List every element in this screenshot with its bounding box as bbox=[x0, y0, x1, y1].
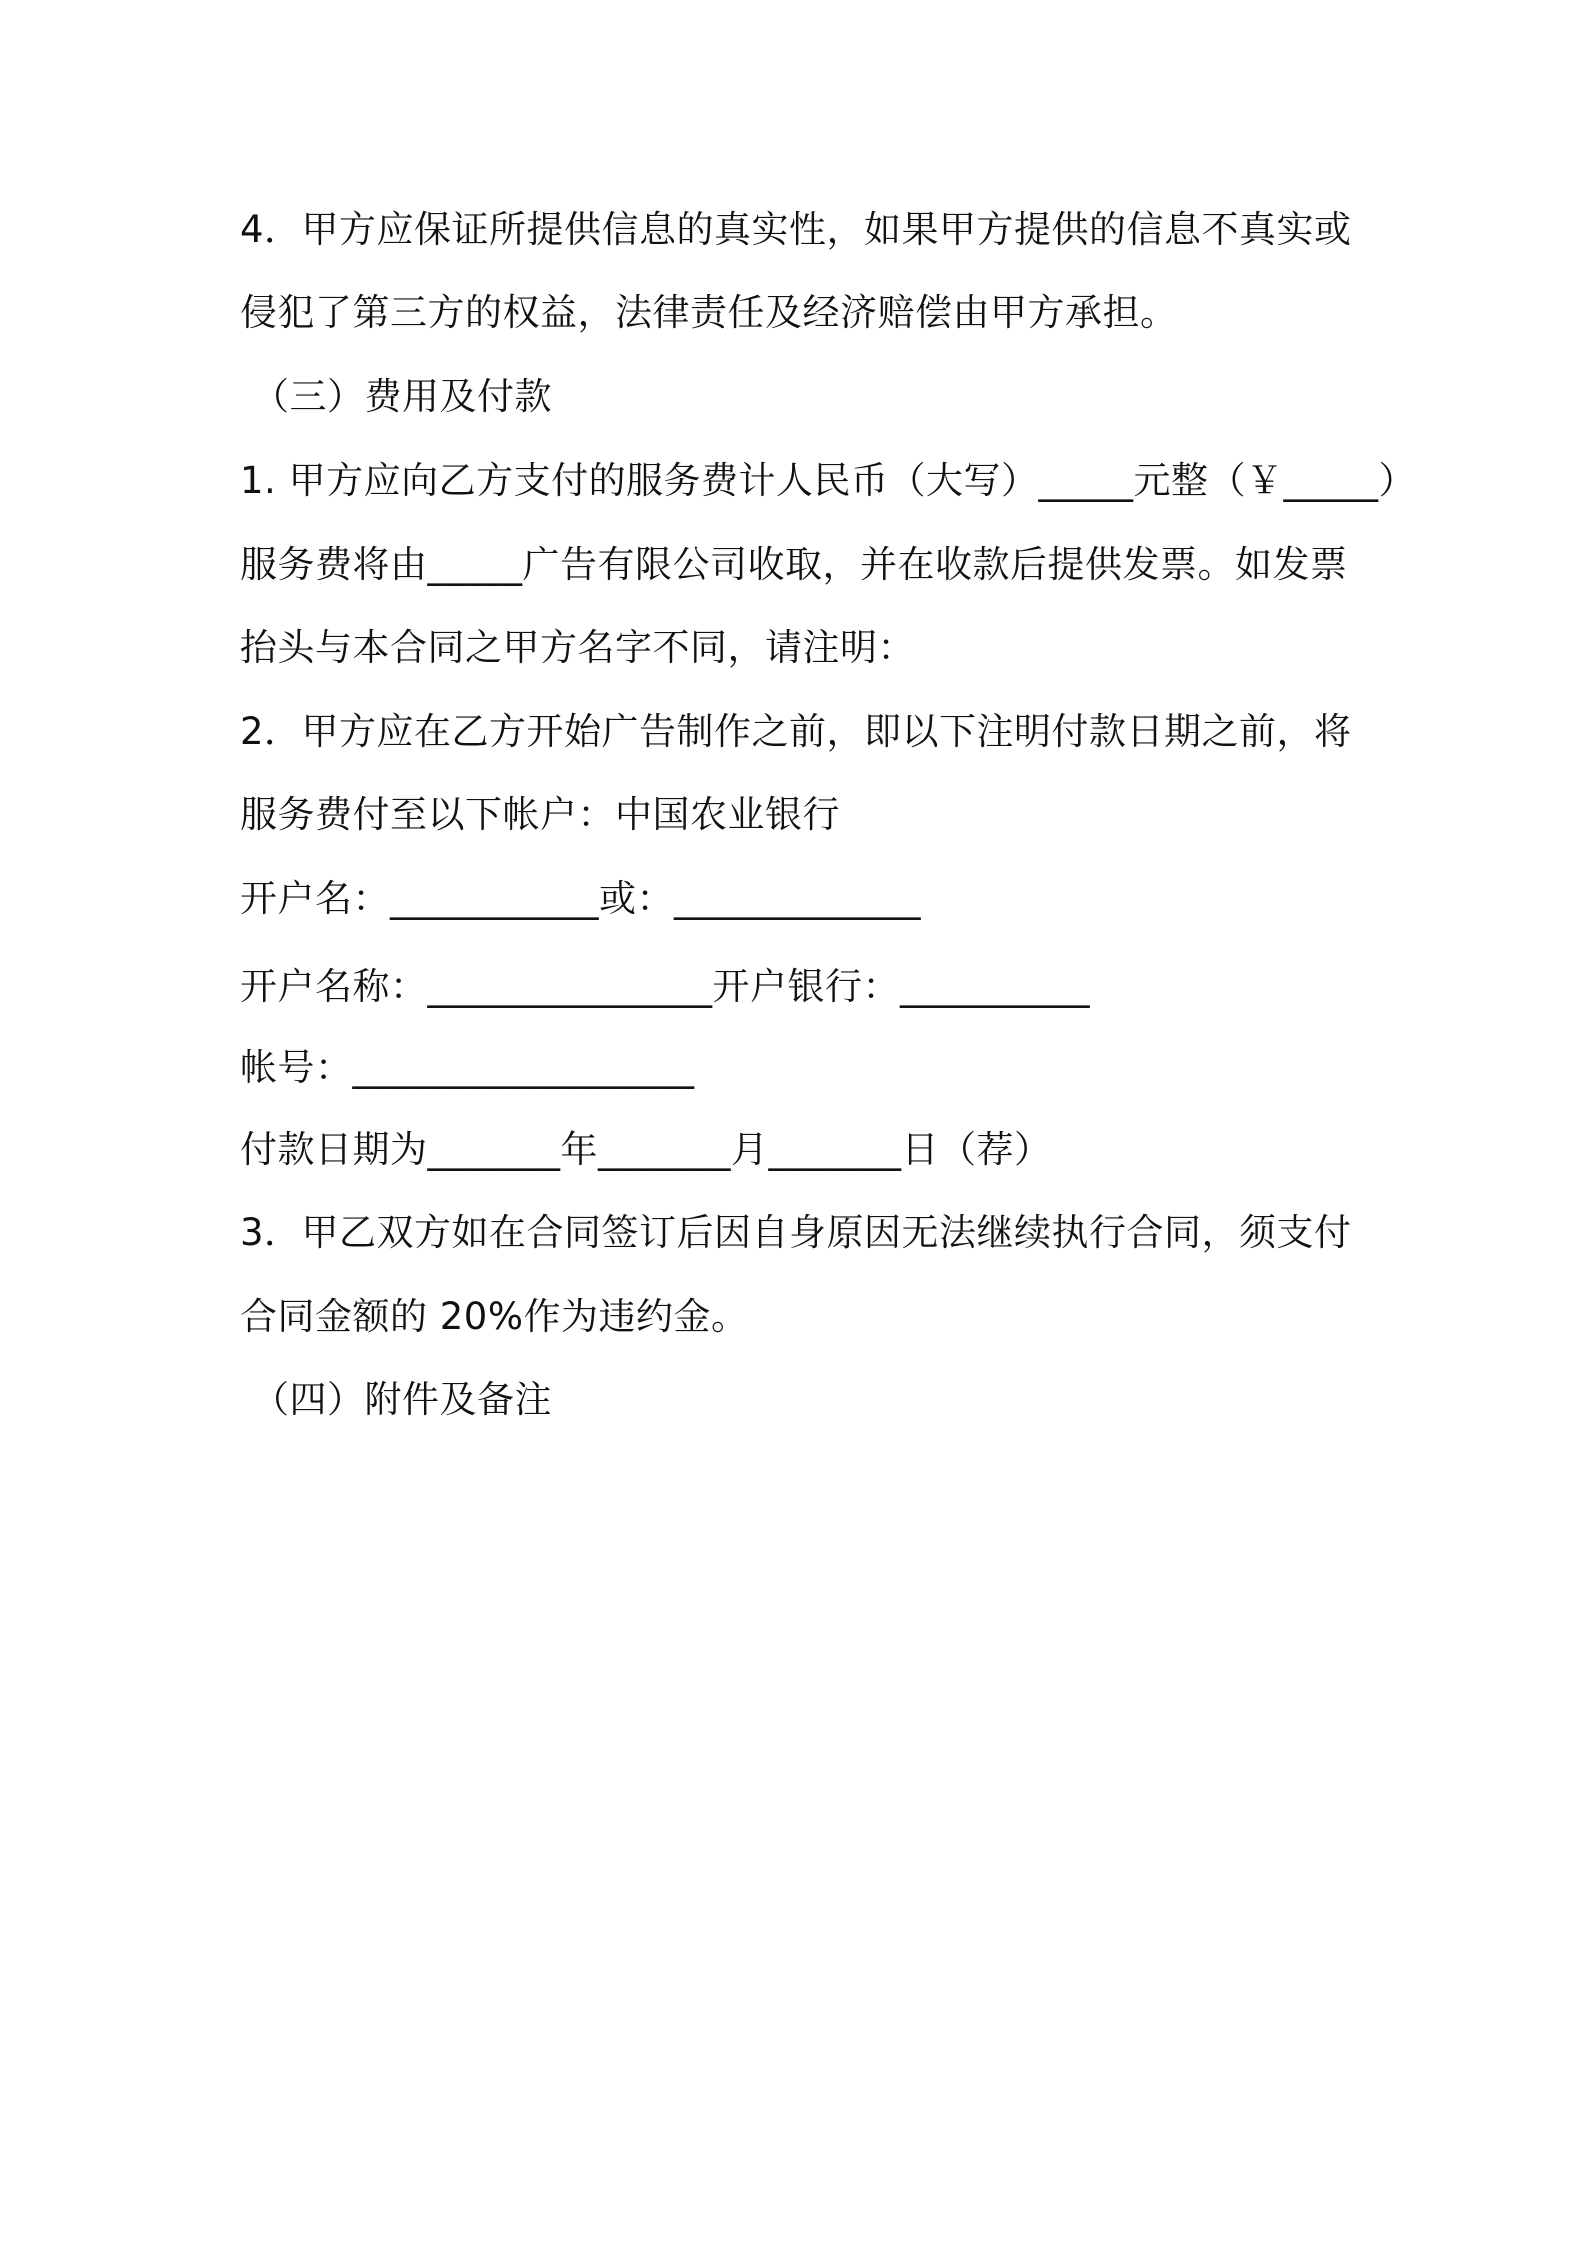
fee-clause-3-line-2: 合同金额的 20%作为违约金。 bbox=[240, 1295, 749, 1338]
fee-clause-2-line-1: 2．甲方应在乙方开始广告制作之前，即以下注明付款日期之前，将 bbox=[240, 710, 1352, 753]
clause-4-line-1: 4．甲方应保证所提供信息的真实性，如果甲方提供的信息不真实或 bbox=[240, 208, 1352, 251]
section-3-heading: （三）费用及付款 bbox=[252, 375, 552, 418]
fee-clause-1-line-3: 抬头与本合同之甲方名字不同，请注明： bbox=[240, 626, 915, 669]
payment-date-field: 付款日期为_______年_______月_______日（荐） bbox=[240, 1128, 1052, 1171]
account-bank-field: 开户名称：_______________开户银行：__________ bbox=[240, 965, 1090, 1008]
account-name-field: 开户名：___________或：_____________ bbox=[240, 877, 921, 920]
fee-clause-1-line-1: 1. 甲方应向乙方支付的服务费计人民币（大写）_____元整（￥_____） bbox=[240, 459, 1417, 502]
fee-clause-1-line-2: 服务费将由_____广告有限公司收取，并在收款后提供发票。如发票 bbox=[240, 543, 1348, 586]
fee-clause-3-line-1: 3．甲乙双方如在合同签订后因自身原因无法继续执行合同，须支付 bbox=[240, 1211, 1352, 1254]
account-number-field: 帐号：__________________ bbox=[240, 1046, 695, 1089]
fee-clause-2-line-2: 服务费付至以下帐户：中国农业银行 bbox=[240, 793, 840, 836]
clause-4-line-2: 侵犯了第三方的权益，法律责任及经济赔偿由甲方承担。 bbox=[240, 291, 1178, 334]
section-4-heading: （四）附件及备注 bbox=[252, 1378, 552, 1421]
